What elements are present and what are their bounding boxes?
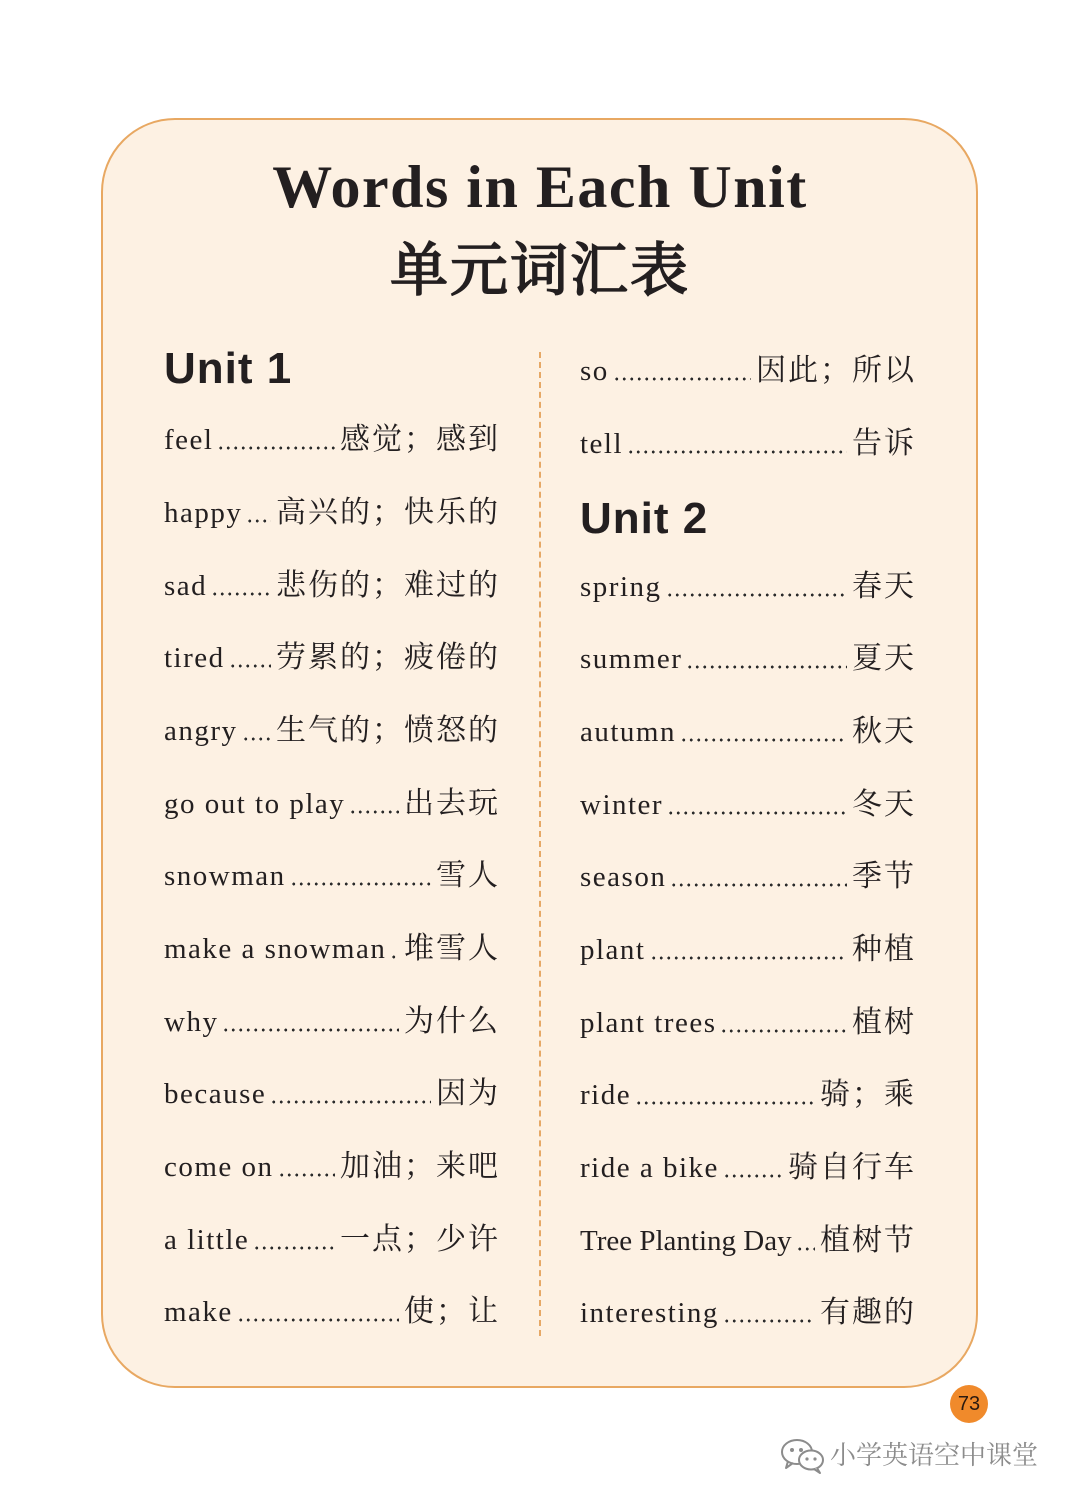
vocab-entry: [580, 986, 916, 1059]
vocab-translation: 秋天: [852, 713, 916, 749]
unit-heading-row: [580, 484, 916, 554]
page-title-zh: 单元词汇表: [389, 236, 690, 304]
vocab-word: sad: [164, 569, 208, 602]
vocab-translation: 生气的；愤怒的: [276, 712, 500, 748]
vocab-word: go out to play: [164, 787, 346, 820]
vocab-translation: 一点；少许: [340, 1221, 500, 1257]
leader-dots: [211, 568, 271, 604]
leader-dots: [667, 787, 847, 823]
vocab-translation: 加油；来吧: [340, 1148, 500, 1184]
leader-dots: [270, 1076, 431, 1112]
vocab-entry: [580, 696, 916, 769]
vocab-word: Tree Planting Day: [580, 1224, 792, 1257]
vocab-word: make: [164, 1296, 233, 1329]
vocab-word: so: [580, 355, 609, 388]
vocab-word: ride: [580, 1079, 632, 1112]
vocab-word: come on: [164, 1150, 274, 1183]
vocab-word: plant trees: [580, 1006, 717, 1039]
vocab-word: angry: [164, 714, 238, 747]
vocab-translation: 季节: [852, 859, 916, 895]
vocab-translation: 雪人: [436, 858, 500, 894]
vocab-word: make a snowman: [164, 932, 387, 965]
vocab-entry: [580, 1277, 916, 1350]
vocab-word: winter: [580, 788, 664, 821]
unit-heading-row: [164, 334, 500, 404]
vocab-translation: 骑自行车: [788, 1149, 916, 1185]
leader-dots: [723, 1150, 783, 1186]
vocab-translation: 植树节: [820, 1222, 916, 1258]
leader-dots: [635, 1077, 815, 1113]
right-column: [580, 335, 916, 1350]
page-number: 73: [957, 1392, 981, 1415]
watermark-text: 小学英语空中课堂: [830, 1441, 1039, 1471]
vocab-translation: 因此；所以: [756, 353, 916, 389]
left-column: [164, 334, 500, 1349]
vocab-entry: [164, 404, 500, 477]
vocab-entry: [580, 550, 916, 623]
vocab-word: spring: [580, 570, 662, 603]
vocab-translation: 春天: [852, 568, 916, 604]
leader-dots: [680, 714, 847, 750]
wechat-icon: [780, 1437, 826, 1475]
vocab-entry: [580, 335, 916, 408]
vocab-translation: 为什么: [404, 1003, 500, 1039]
vocab-translation: 因为: [436, 1076, 500, 1112]
vocab-entry: [580, 408, 916, 481]
vocab-word: tell: [580, 427, 624, 460]
vocab-translation: 感觉；感到: [340, 422, 500, 458]
leader-dots: [217, 422, 335, 458]
vocab-entry: [164, 1058, 500, 1131]
vocab-word: tired: [164, 642, 225, 675]
vocab-entry: [580, 1204, 916, 1277]
page-title-en: Words in Each Unit: [272, 154, 808, 220]
leader-dots: [670, 859, 847, 895]
vocab-translation: 骑；乘: [820, 1077, 916, 1113]
leader-dots: [666, 569, 848, 605]
leader-dots: [290, 858, 431, 894]
vocab-entry: [164, 767, 500, 840]
vocab-word: interesting: [580, 1297, 719, 1330]
leader-dots: [650, 932, 848, 968]
vocab-translation: 使；让: [404, 1294, 500, 1330]
leader-dots: [253, 1222, 335, 1258]
vocab-entry: [580, 768, 916, 841]
vocab-entry: [580, 1132, 916, 1205]
unit-heading: Unit 2: [580, 494, 709, 544]
leader-dots: [222, 1004, 399, 1040]
leader-dots: [723, 1295, 815, 1331]
leader-dots: [242, 713, 271, 749]
vocab-translation: 高兴的；快乐的: [276, 494, 500, 530]
vocab-word: summer: [580, 643, 683, 676]
vocab-entry: [580, 623, 916, 696]
vocab-translation: 有趣的: [820, 1295, 916, 1331]
vocab-translation: 悲伤的；难过的: [276, 567, 500, 603]
vocab-entry: [580, 841, 916, 914]
vocab-entry: [164, 695, 500, 768]
vocab-entry: [164, 622, 500, 695]
vocab-entry: [164, 985, 500, 1058]
vocab-translation: 冬天: [852, 786, 916, 822]
leader-dots: [237, 1294, 399, 1330]
vocab-word: season: [580, 861, 667, 894]
leader-dots: [390, 931, 399, 967]
vocab-entry: [580, 914, 916, 987]
column-divider: [539, 352, 541, 1336]
vocab-word: ride a bike: [580, 1151, 719, 1184]
leader-dots: [229, 640, 271, 676]
vocab-entry: [164, 549, 500, 622]
vocab-entry: [164, 1131, 500, 1204]
vocab-entry: [164, 1276, 500, 1349]
vocab-translation: 告诉: [852, 425, 916, 461]
vocab-word: feel: [164, 424, 214, 457]
vocab-entry: [164, 477, 500, 550]
leader-dots: [349, 786, 399, 822]
leader-dots: [246, 495, 271, 531]
vocab-translation: 堆雪人: [404, 930, 500, 966]
unit-heading: Unit 1: [164, 344, 293, 393]
vocab-translation: 出去玩: [404, 785, 500, 821]
page-number-badge: [950, 1385, 988, 1423]
vocab-word: happy: [164, 496, 243, 529]
leader-dots: [278, 1149, 335, 1185]
vocab-word: a little: [164, 1223, 250, 1256]
vocab-word: why: [164, 1005, 219, 1038]
vocab-entry: [164, 913, 500, 986]
vocab-entry: [164, 1203, 500, 1276]
vocab-word: autumn: [580, 715, 676, 748]
vocab-entry: [164, 840, 500, 913]
vocab-translation: 种植: [852, 931, 916, 967]
vocab-word: plant: [580, 933, 646, 966]
watermark: [780, 1434, 1038, 1478]
leader-dots: [720, 1005, 847, 1041]
leader-dots: [796, 1223, 815, 1259]
leader-dots: [686, 641, 847, 677]
leader-dots: [613, 353, 751, 389]
vocab-translation: 植树: [852, 1004, 916, 1040]
vocab-entry: [580, 1059, 916, 1132]
leader-dots: [627, 426, 847, 462]
vocab-translation: 夏天: [852, 641, 916, 677]
vocab-translation: 劳累的；疲倦的: [276, 640, 500, 676]
vocab-word: snowman: [164, 860, 286, 893]
vocab-word: because: [164, 1078, 267, 1111]
